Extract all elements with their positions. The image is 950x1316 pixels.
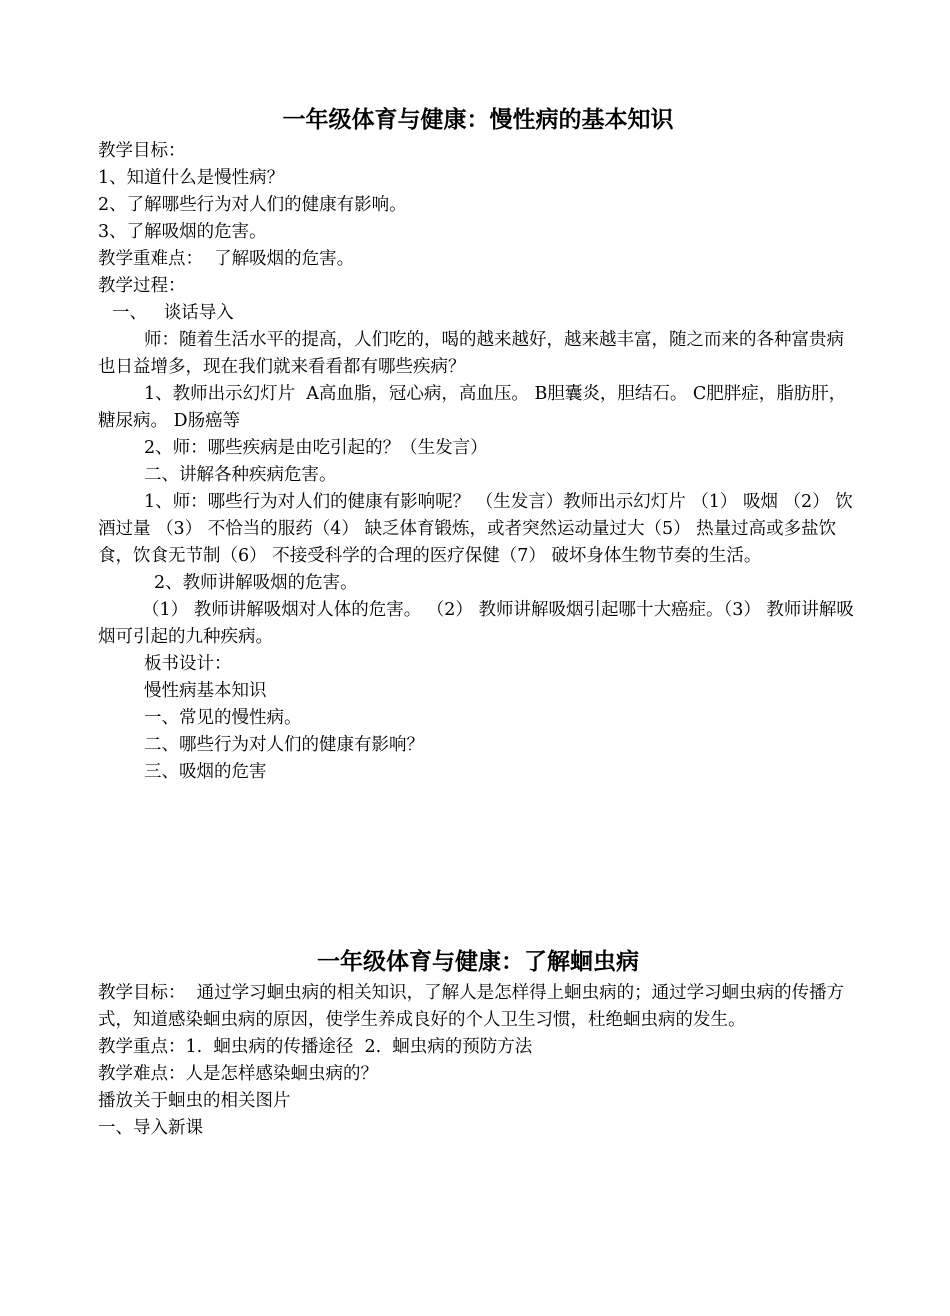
lesson1-section-2: 二、讲解各种疾病危害。: [144, 465, 337, 485]
lesson1-key-point: 教学重难点： 了解吸烟的危害。: [98, 249, 355, 269]
lesson1-paragraph-intro: 师：随着生活水平的提高，人们吃的，喝的越来越好，越来越丰富，随之而来的各种富贵病也日益增多，现在我们就来看看都有哪些疾病？: [98, 330, 844, 377]
lesson2-section-1: 一、导入新课: [98, 1118, 203, 1138]
lesson1-paragraph-behaviors: 1、师：哪些行为对人们的健康有影响呢？ （生发言）教师出示幻灯片 （1） 吸烟 （2） 饮酒过量 （3） 不恰当的服药（4） 缺乏体育锻炼，或者突然运动量过大（5） 热量过高或多盐饮食，饮食无节制（6） 不接受科学的合理的医疗保健（7） 破坏身体生物节奏的生活。: [98, 492, 853, 566]
lesson1-section-1: 一、 谈话导入: [112, 303, 234, 323]
section-gap: [98, 786, 858, 946]
document-page: [98, 104, 858, 1142]
lesson1-board-item-2: 二、哪些行为对人们的健康有影响？: [144, 735, 424, 755]
lesson1-board-item-3: 三、吸烟的危害: [144, 762, 267, 782]
lesson2-title: 一年级体育与健康：了解蛔虫病: [317, 949, 639, 975]
lesson1-paragraph-slides: 1、教师出示幻灯片 A高血脂，冠心病，高血压。 B胆囊炎，胆结石。 C肥胖症，脂肪肝，糖尿病。 D肠癌等: [98, 384, 847, 431]
lesson1-smoking-heading: 2、教师讲解吸烟的危害。: [154, 573, 358, 593]
lesson1-goal-1: 1、知道什么是慢性病？: [98, 168, 285, 188]
lesson1-goal-3: 3、了解吸烟的危害。: [98, 222, 267, 242]
lesson1-board-item-1: 一、常见的慢性病。: [144, 708, 302, 728]
lesson1-process-heading: 教学过程：: [98, 276, 186, 296]
lesson1-board-heading: 板书设计：: [144, 654, 232, 674]
lesson1-goals-heading: 教学目标：: [98, 141, 186, 161]
lesson1-title: 一年级体育与健康：慢性病的基本知识: [282, 107, 674, 133]
lesson2-difficulty: 教学难点：人是怎样感染蛔虫病的？: [98, 1064, 378, 1084]
lesson2-goals: 教学目标： 通过学习蛔虫病的相关知识，了解人是怎样得上蛔虫病的；通过学习蛔虫病的传播方式，知道感染蛔虫病的原因，使学生养成良好的个人卫生习惯，杜绝蛔虫病的发生。: [98, 983, 845, 1030]
lesson1-goal-2: 2、了解哪些行为对人们的健康有影响。: [98, 195, 407, 215]
lesson1-board-title: 慢性病基本知识: [144, 681, 267, 701]
lesson2-pictures: 播放关于蛔虫的相关图片: [98, 1091, 291, 1111]
lesson2-key-points: 教学重点：1. 蛔虫病的传播途径 2. 蛔虫病的预防方法: [98, 1037, 533, 1057]
lesson1-question: 2、师：哪些疾病是由吃引起的？（生发言）: [144, 438, 488, 458]
lesson1-paragraph-smoking: （1） 教师讲解吸烟对人体的危害。 （2） 教师讲解吸烟引起哪十大癌症。（3） 教师讲解吸烟可引起的九种疾病。: [98, 600, 854, 647]
